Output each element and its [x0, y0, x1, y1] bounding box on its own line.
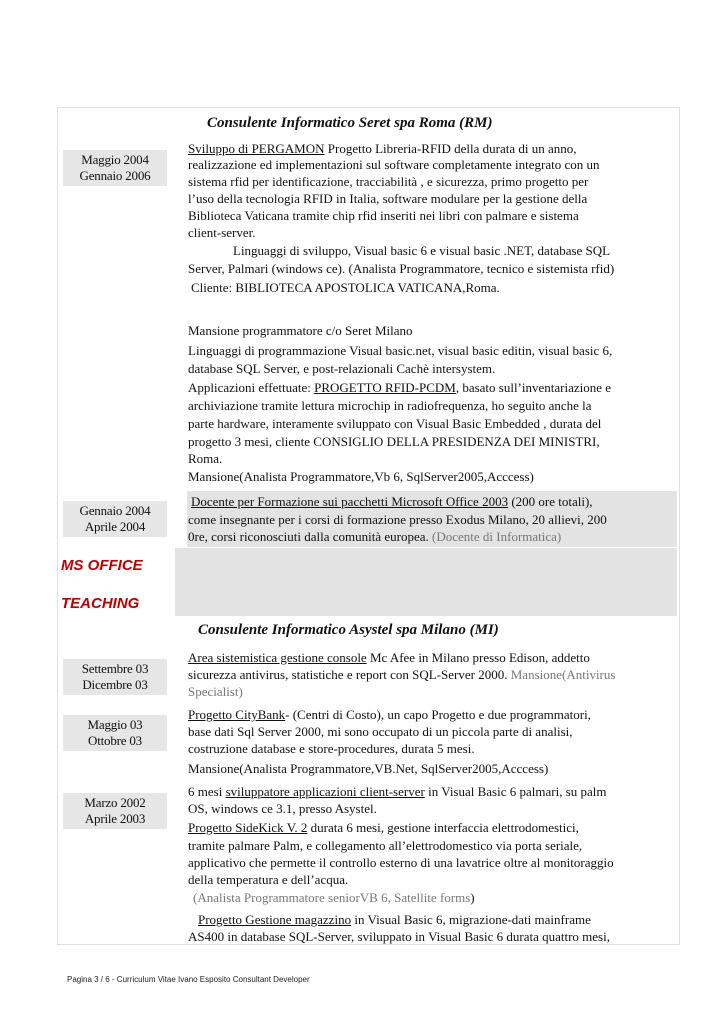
page-footer: Pagina 3 / 6 - Curriculum Vitae Ivano Esposito Consultant Developer [67, 975, 310, 984]
text-line: Progetto CityBank- (Centri di Costo), un capo Progetto e due programmatori, [188, 707, 591, 722]
text-line: Mansione(Analista Programmatore,VB.Net, SqlServer2005,Acccess) [188, 761, 549, 776]
date-box-seret [63, 150, 167, 186]
text-line: AS400 in database SQL-Server, sviluppato in Visual Basic 6 durata quattro mesi, [188, 929, 610, 944]
label-teaching: TEACHING [61, 595, 140, 612]
text-line: Mansione(Analista Programmatore,Vb 6, SqlServer2005,Acccess) [188, 469, 534, 484]
link-client-server[interactable]: sviluppatore applicazioni client-server [225, 784, 425, 799]
text-line: Biblioteca Vaticana tramite chip rfid inseriti nei libri con palmare e sistema [188, 208, 579, 223]
text-line: Cliente: BIBLIOTECA APOSTOLICA VATICANA,Roma. [191, 280, 500, 295]
text-line: (Analista Programmatore seniorVB 6, Satellite forms) [193, 890, 475, 905]
date-from: Settembre 03 [81, 661, 149, 676]
course-link-office[interactable]: Docente per Formazione sui pacchetti Microsoft Office 2003 [191, 494, 509, 509]
date-to: Aprile 2004 [84, 519, 146, 534]
text-line: database SQL Server, e post-relazionali Cachè intersystem. [188, 361, 496, 376]
text-line: Specialist) [188, 684, 243, 699]
text-line: della temperatura e dell’acqua. [188, 872, 349, 887]
date-from: Marzo 2002 [84, 795, 146, 810]
date-to: Dicembre 03 [82, 677, 148, 692]
text-line: tramite palmare Palm, e collegamento all’elettrodomestico via porta seriale, [188, 838, 583, 853]
text-line: client-server. [188, 225, 256, 240]
text-line: Progetto SideKick V. 2 durata 6 mesi, gestione interfaccia elettrodomestici, [188, 820, 579, 835]
text-line: applicativo che permette il controllo esterno di una lavatrice oltre al monitoraggio [188, 855, 614, 870]
text-line: archiviazione tramite lettura microchip in radiofrequenza, ho seguito anche la [188, 398, 592, 413]
text-line: l’uso della tecnologia RFID in Italia, software modulare per la gestione della [188, 191, 588, 206]
text-line: Roma. [188, 451, 223, 466]
date-from: Maggio 2004 [81, 152, 149, 167]
text-line: parte hardware, interamente sviluppato con Visual Basic Embedded , durata del [188, 416, 602, 431]
link-magazzino[interactable]: Progetto Gestione magazzino [198, 912, 352, 927]
text-line: OS, windows ce 3.1, presso Asystel. [188, 801, 377, 816]
text-line: Applicazioni effettuate: PROGETTO RFID-PCDM, basato sull’inventariazione e [188, 380, 612, 395]
date-to: Gennaio 2006 [79, 168, 151, 183]
text-line: come insegnante per i corsi di formazione presso Exodus Milano, 20 allievi, 200 [188, 512, 607, 527]
label-ms-office: MS OFFICE [61, 557, 143, 574]
date-box-asystel-a [63, 659, 167, 695]
date-box-office [63, 501, 167, 537]
text-line: 6 mesi sviluppatore applicazioni client-server in Visual Basic 6 palmari, su palm [188, 784, 607, 799]
date-from: Maggio 03 [87, 717, 143, 732]
text-line: Linguaggi di sviluppo, Visual basic 6 e visual basic .NET, database SQL [233, 243, 611, 258]
text-line: Sviluppo di PERGAMON Progetto Libreria-RFID della durata di un anno, [188, 141, 577, 156]
text-line: 0re, corsi riconosciuti dalla comunità europea. (Docente di Informatica) [188, 529, 562, 544]
text-line: Area sistemistica gestione console Mc Afee in Milano presso Edison, addetto [188, 650, 590, 665]
text-line: sistema rfid per identificazione, tracciabilità , e sicurezza, primo progetto per [188, 174, 589, 189]
text-line: Docente per Formazione sui pacchetti Microsoft Office 2003 (200 ore totali), [191, 494, 593, 509]
project-link-rfid-pcdm[interactable]: PROGETTO RFID-PCDM [314, 380, 456, 395]
text-line: Linguaggi di programmazione Visual basic.net, visual basic editin, visual basic 6, [188, 343, 613, 358]
text-line: Server, Palmari (windows ce). (Analista Programmatore, tecnico e sistemista rfid) [188, 261, 615, 276]
text-line: base dati Sql Server 2000, mi sono occupato di un piccola parte di analisi, [188, 724, 573, 739]
date-to: Ottobre 03 [88, 733, 142, 748]
date-to: Aprile 2003 [84, 811, 146, 826]
link-console[interactable]: Area sistemistica gestione console [188, 650, 367, 665]
text-line: realizzazione ed implementazioni sul software completamente integrato con un [188, 157, 600, 172]
text-line: Progetto Gestione magazzino in Visual Basic 6, migrazione-dati mainframe [198, 912, 591, 927]
link-sidekick[interactable]: Progetto SideKick V. 2 [188, 820, 308, 835]
section-heading-asystel: Consulente Informatico Asystel spa Milano (MI) [198, 622, 499, 638]
link-citybank[interactable]: Progetto CityBank [188, 707, 286, 722]
gray-band [175, 548, 677, 616]
text-line: costruzione database e store-procedures, durata 5 mesi. [188, 741, 475, 756]
date-box-asystel-b [63, 715, 167, 751]
date-from: Gennaio 2004 [79, 503, 151, 518]
text-line: progetto 3 mesi, cliente CONSIGLIO DELLA PRESIDENZA DEI MINISTRI, [188, 434, 600, 449]
project-link-pergamon[interactable]: Sviluppo di PERGAMON [188, 141, 325, 156]
text-line: sicurezza antivirus, statistiche e report con SQL-Server 2000. Mansione(Antivirus [188, 667, 616, 682]
section-heading-seret: Consulente Informatico Seret spa Roma (RM) [207, 115, 493, 131]
date-box-asystel-c [63, 793, 167, 829]
text-line: Mansione programmatore c/o Seret Milano [188, 323, 413, 338]
